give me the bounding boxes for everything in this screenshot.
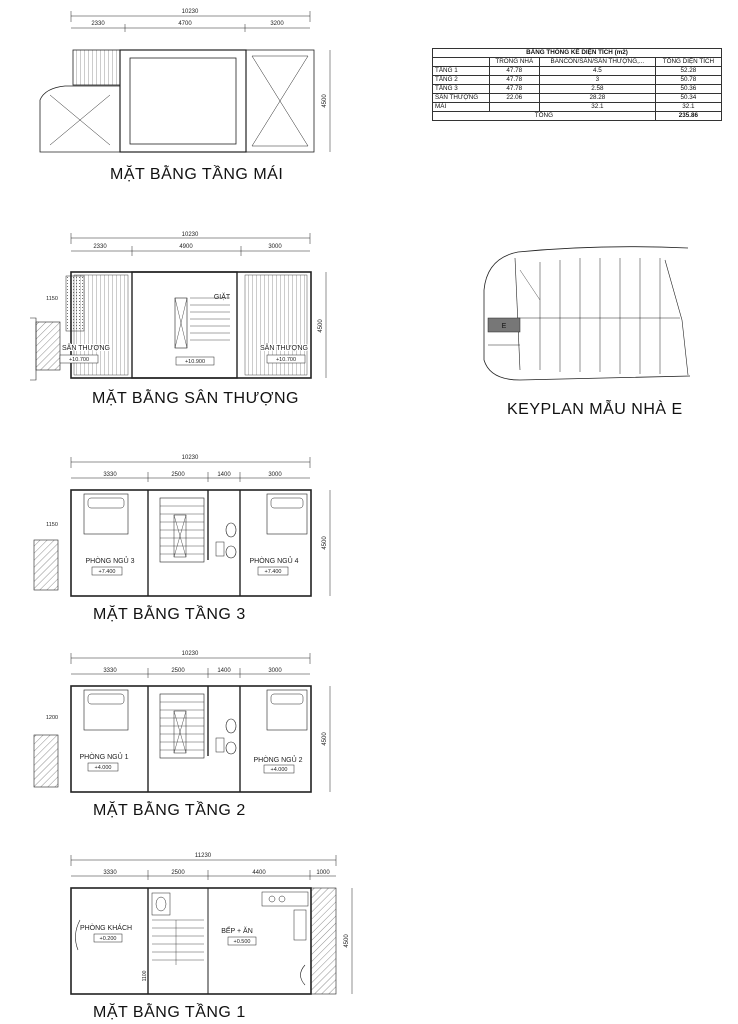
- floor1-total-dim: 11230: [194, 853, 212, 859]
- roof-seg-2: 4700: [178, 21, 192, 27]
- keyplan-unit-e: E: [501, 323, 507, 330]
- terrace-total-dim: 10230: [181, 232, 199, 238]
- table-header: TRONG NHÀ: [489, 58, 539, 67]
- table-cell: 47.78: [489, 76, 539, 85]
- table-total-row: [433, 112, 722, 121]
- floor1-seg-2: 2500: [171, 870, 185, 876]
- floor3-bedroom3-label: PHÒNG NGỦ 3: [85, 558, 135, 565]
- floor2-left-level: +4.000: [94, 765, 112, 771]
- roof-depth-dim: 4500: [322, 94, 328, 108]
- floor3-seg-3: 1400: [217, 472, 231, 478]
- floor1-kitchen-label: BẾP + ĂN: [221, 928, 253, 935]
- table-cell: 22.06: [489, 94, 539, 103]
- table-row: [433, 76, 722, 85]
- terrace-seg-2: 4900: [179, 244, 193, 250]
- floor3-depth-dim: 4500: [322, 536, 328, 550]
- floor1-depth-dim: 4500: [344, 934, 350, 948]
- terrace-seg-1: 2330: [93, 244, 107, 250]
- floor3-total-dim: 10230: [181, 455, 199, 461]
- table-cell: TẦNG 3: [433, 85, 490, 94]
- floor2-seg-1: 3330: [103, 668, 117, 674]
- table-cell: 4.5: [539, 67, 655, 76]
- terrace-side-dim: 1150: [46, 296, 58, 302]
- table-cell: 50.34: [655, 94, 721, 103]
- table-header: BANCON/SÂN/SÂN THƯỢNG,...: [539, 58, 655, 67]
- terrace-right-level: +10.700: [275, 357, 297, 363]
- table-title-row: [433, 49, 722, 58]
- table-row: [433, 94, 722, 103]
- floor1-seg-3: 4400: [252, 870, 266, 876]
- table-cell: MÁI: [433, 103, 490, 112]
- floor3-seg-4: 3000: [268, 472, 282, 478]
- table-cell: [489, 103, 539, 112]
- floor1-living-label: PHÒNG KHÁCH: [79, 925, 133, 932]
- roof-seg-3: 3200: [270, 21, 284, 27]
- table-cell: 50.36: [655, 85, 721, 94]
- floor1-seg-1: 3330: [103, 870, 117, 876]
- table-row: [433, 67, 722, 76]
- floor2-seg-4: 3000: [268, 668, 282, 674]
- table-cell: 47.78: [489, 85, 539, 94]
- table-cell: 50.78: [655, 76, 721, 85]
- roof-total-dim: 10230: [181, 9, 199, 15]
- terrace-center-level: +10.900: [184, 359, 206, 365]
- roof-plan: [40, 9, 330, 152]
- roof-plan-title: MẶT BẰNG TẦNG MÁI: [110, 166, 284, 183]
- floor1-living-level: +0.200: [99, 936, 117, 942]
- table-total-value: 235.86: [655, 112, 721, 121]
- table-row: [433, 103, 722, 112]
- table-cell: 32.1: [655, 103, 721, 112]
- floor3-plan-title: MẶT BẰNG TẦNG 3: [93, 606, 246, 623]
- table-cell: 3: [539, 76, 655, 85]
- table-cell: TẦNG 1: [433, 67, 490, 76]
- table-header: TỔNG DIỆN TÍCH: [655, 58, 721, 67]
- floor2-right-level: +4.000: [270, 767, 288, 773]
- floor2-seg-2: 2500: [171, 668, 185, 674]
- terrace-seg-3: 3000: [268, 244, 282, 250]
- table-row: [433, 85, 722, 94]
- floor2-bedroom2-label: PHÒNG NGỦ 2: [253, 757, 303, 764]
- floor2-depth-dim: 4500: [322, 732, 328, 746]
- terrace-plan: [30, 232, 326, 380]
- floor2-bedroom1-label: PHÒNG NGỦ 1: [79, 754, 129, 761]
- floor2-plan-title: MẶT BẰNG TẦNG 2: [93, 802, 246, 819]
- floor1-plan: [71, 853, 352, 994]
- floor2-side-dim: 1200: [45, 715, 59, 721]
- floor2-seg-3: 1400: [217, 668, 231, 674]
- table-cell: 52.28: [655, 67, 721, 76]
- roof-seg-1: 2330: [91, 21, 105, 27]
- floor3-side-dim: 1150: [46, 522, 58, 528]
- table-cell: TẦNG 2: [433, 76, 490, 85]
- floor3-left-level: +7.400: [98, 569, 116, 575]
- table-header: [433, 58, 490, 67]
- table-title: BẢNG THỐNG KÊ DIỆN TÍCH (m2): [433, 49, 722, 58]
- table-cell: 2.58: [539, 85, 655, 94]
- floor3-seg-1: 3330: [103, 472, 117, 478]
- floor2-total-dim: 10230: [181, 651, 199, 657]
- floor3-right-level: +7.400: [264, 569, 282, 575]
- terrace-plan-title: MẶT BẰNG SÂN THƯỢNG: [92, 390, 299, 407]
- table-cell: 28.28: [539, 94, 655, 103]
- table-cell: SÂN THƯỢNG: [433, 94, 490, 103]
- floor3-bedroom4-label: PHÒNG NGỦ 4: [249, 558, 299, 565]
- table-cell: 32.1: [539, 103, 655, 112]
- floor1-side-dim: 1100: [142, 970, 148, 982]
- keyplan-diagram: [484, 247, 690, 380]
- floor3-seg-2: 2500: [171, 472, 185, 478]
- terrace-depth-dim: 4500: [318, 319, 324, 333]
- keyplan-title: KEYPLAN MẪU NHÀ E: [507, 401, 683, 418]
- area-statistics-table: [432, 48, 722, 121]
- floor1-plan-title: MẶT BẰNG TẦNG 1: [93, 1004, 246, 1021]
- floor1-kitchen-level: +0.500: [233, 939, 251, 945]
- terrace-right-label: SÂN THƯỢNG: [259, 345, 309, 352]
- floor3-plan: [34, 455, 330, 596]
- floor1-seg-4: 1000: [316, 870, 330, 876]
- floor2-plan: [34, 651, 330, 792]
- terrace-left-level: +10.700: [68, 357, 90, 363]
- table-cell: 47.78: [489, 67, 539, 76]
- terrace-laundry-label: GIẶT: [213, 294, 231, 301]
- table-header-row: [433, 58, 722, 67]
- terrace-left-label: SÂN THƯỢNG: [61, 345, 111, 352]
- table-total-label: TỔNG: [433, 112, 656, 121]
